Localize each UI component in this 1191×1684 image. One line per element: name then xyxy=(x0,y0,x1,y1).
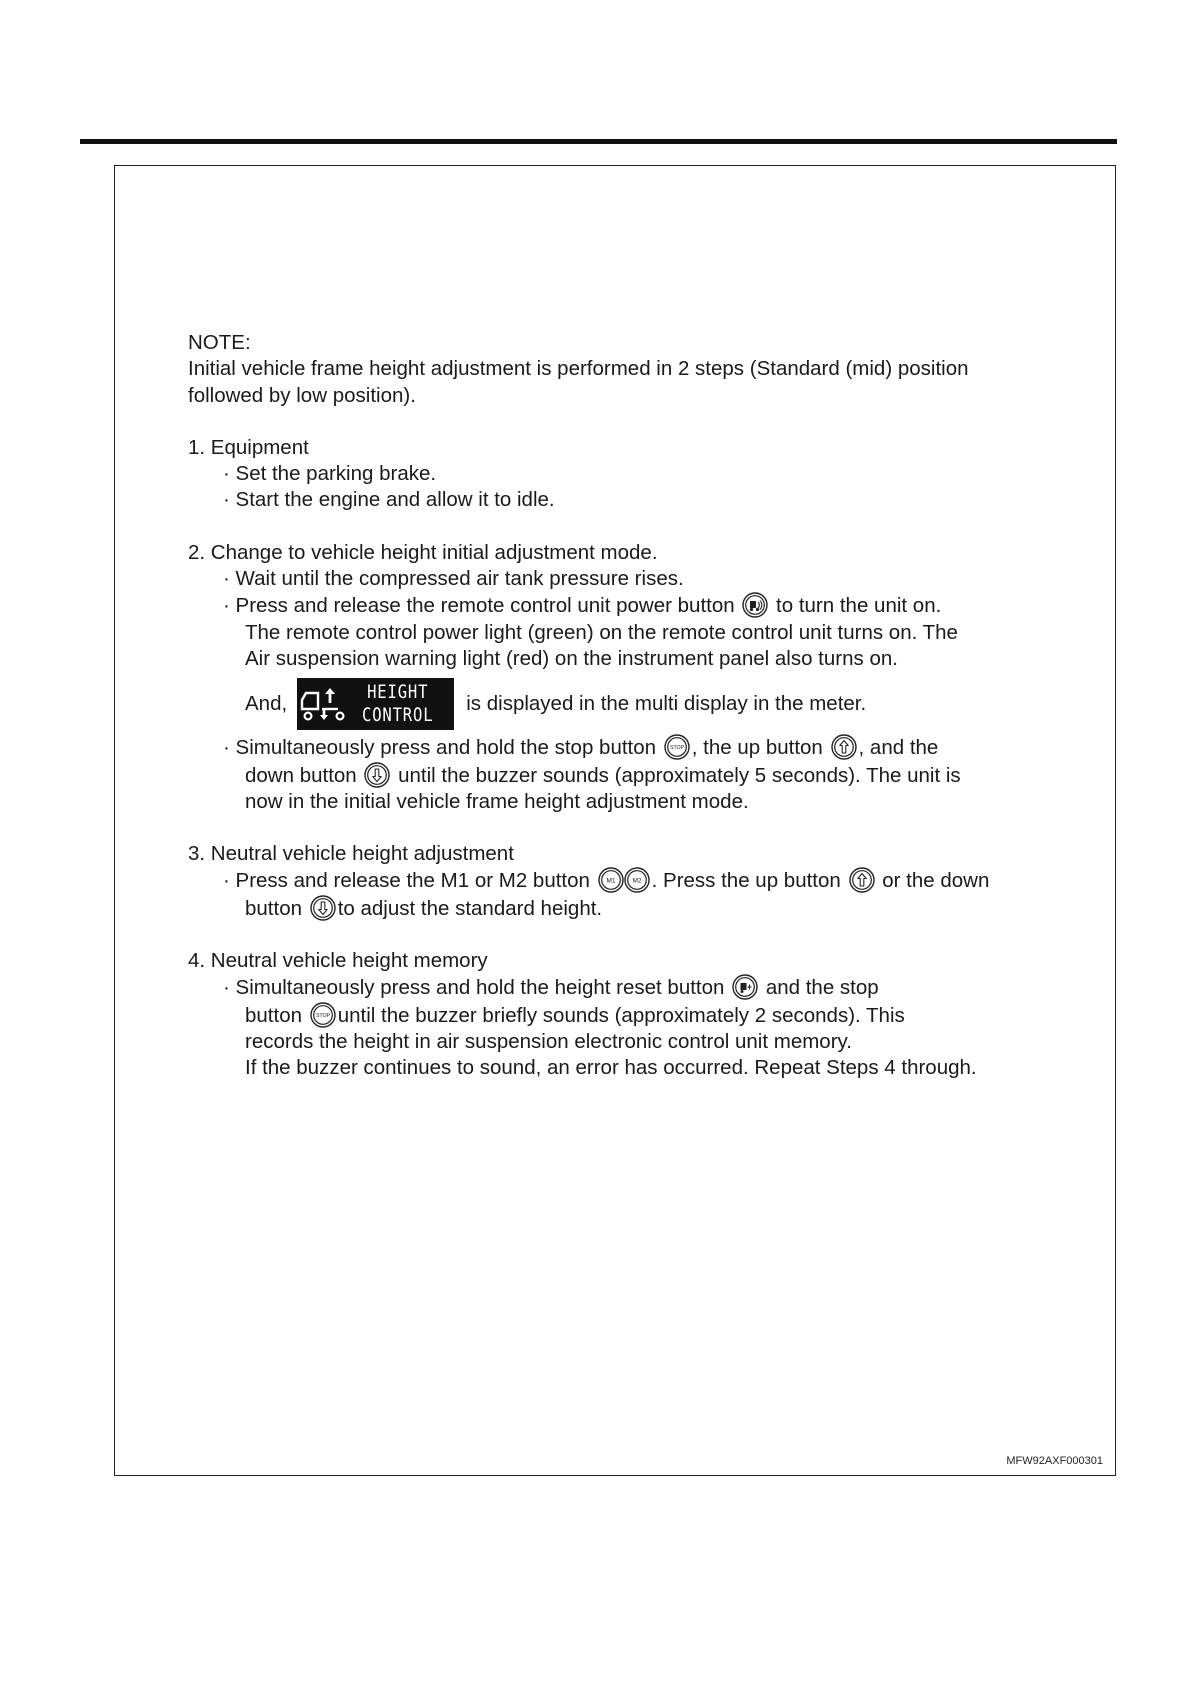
step-1-bullet-1: · Set the parking brake. xyxy=(223,462,437,486)
lcd-line-control: CONTROL xyxy=(362,704,434,727)
instruction-body xyxy=(188,330,1078,1082)
step-2-bullet-2: · Press and release the remote control unit power button to turn the unit on. xyxy=(223,594,942,618)
step-2-bullet-2-line-2: The remote control power light (green) on the remote control unit turns on. The xyxy=(245,620,958,644)
height-reset-button-icon xyxy=(732,974,758,1000)
step-4-bullet-1-line-2: button STOP until the buzzer briefly sounds (approximately 2 seconds). This xyxy=(245,1003,905,1027)
step-2-bullet-2-line-3: Air suspension warning light (red) on the instrument panel also turns on. xyxy=(245,646,898,670)
down-button-icon xyxy=(364,762,390,788)
step-1-title: 1. Equipment xyxy=(188,435,309,459)
top-rule xyxy=(80,139,1117,144)
and-text: And, xyxy=(245,692,288,716)
truck-height-icon xyxy=(300,683,358,725)
up-button-icon xyxy=(831,734,857,760)
svg-text:M1: M1 xyxy=(606,877,616,885)
step-1-bullet-2: · Start the engine and allow it to idle. xyxy=(223,488,555,512)
step-2-bullet-3-line-3: now in the initial vehicle frame height adjustment mode. xyxy=(245,789,749,813)
lcd-line-height: HEIGHT xyxy=(367,681,429,704)
m1-button-icon xyxy=(598,867,624,893)
step-4-bullet-1-line-4: If the buzzer continues to sound, an error has occurred. Repeat Steps 4 through. xyxy=(245,1056,977,1080)
power-button-icon xyxy=(742,592,768,618)
up-button-icon xyxy=(849,867,875,893)
svg-text:M2: M2 xyxy=(632,877,642,885)
step-2-bullet-3-line-2: down button until the buzzer sounds (approximately 5 seconds). The unit is xyxy=(245,763,961,787)
multi-display-row xyxy=(188,678,1078,730)
stop-button-icon xyxy=(310,1002,336,1028)
svg-text:STOP: STOP xyxy=(669,745,684,752)
step-3-bullet-1: · Press and release the M1 or M2 button M1 M2 . Press the up button or the down xyxy=(223,869,990,893)
step-4-title: 4. Neutral vehicle height memory xyxy=(188,949,488,973)
note-line-2: followed by low position). xyxy=(188,383,416,407)
figure-code: MFW92AXF000301 xyxy=(1006,1455,1103,1467)
height-control-display xyxy=(297,678,454,730)
note-heading: NOTE: xyxy=(188,331,251,354)
note-line-1: Initial vehicle frame height adjustment is performed in 2 steps (Standard (mid) position xyxy=(188,357,969,381)
step-2-bullet-1: · Wait until the compressed air tank pressure rises. xyxy=(223,567,684,591)
display-text: is displayed in the multi display in the meter. xyxy=(466,692,867,716)
step-4-bullet-1: · Simultaneously press and hold the height reset button and the stop xyxy=(223,976,879,1000)
down-button-icon xyxy=(310,895,336,921)
step-4-bullet-1-line-3: records the height in air suspension electronic control unit memory. xyxy=(245,1029,852,1053)
step-2-title: 2. Change to vehicle height initial adjustment mode. xyxy=(188,540,658,564)
step-3-title: 3. Neutral vehicle height adjustment xyxy=(188,842,514,866)
step-2-bullet-3: · Simultaneously press and hold the stop button STOP , the up button , and the xyxy=(223,736,939,760)
stop-button-icon xyxy=(664,734,690,760)
m2-button-icon xyxy=(624,867,650,893)
svg-text:STOP: STOP xyxy=(315,1012,330,1019)
step-3-bullet-1-line-2: button to adjust the standard height. xyxy=(245,896,603,920)
